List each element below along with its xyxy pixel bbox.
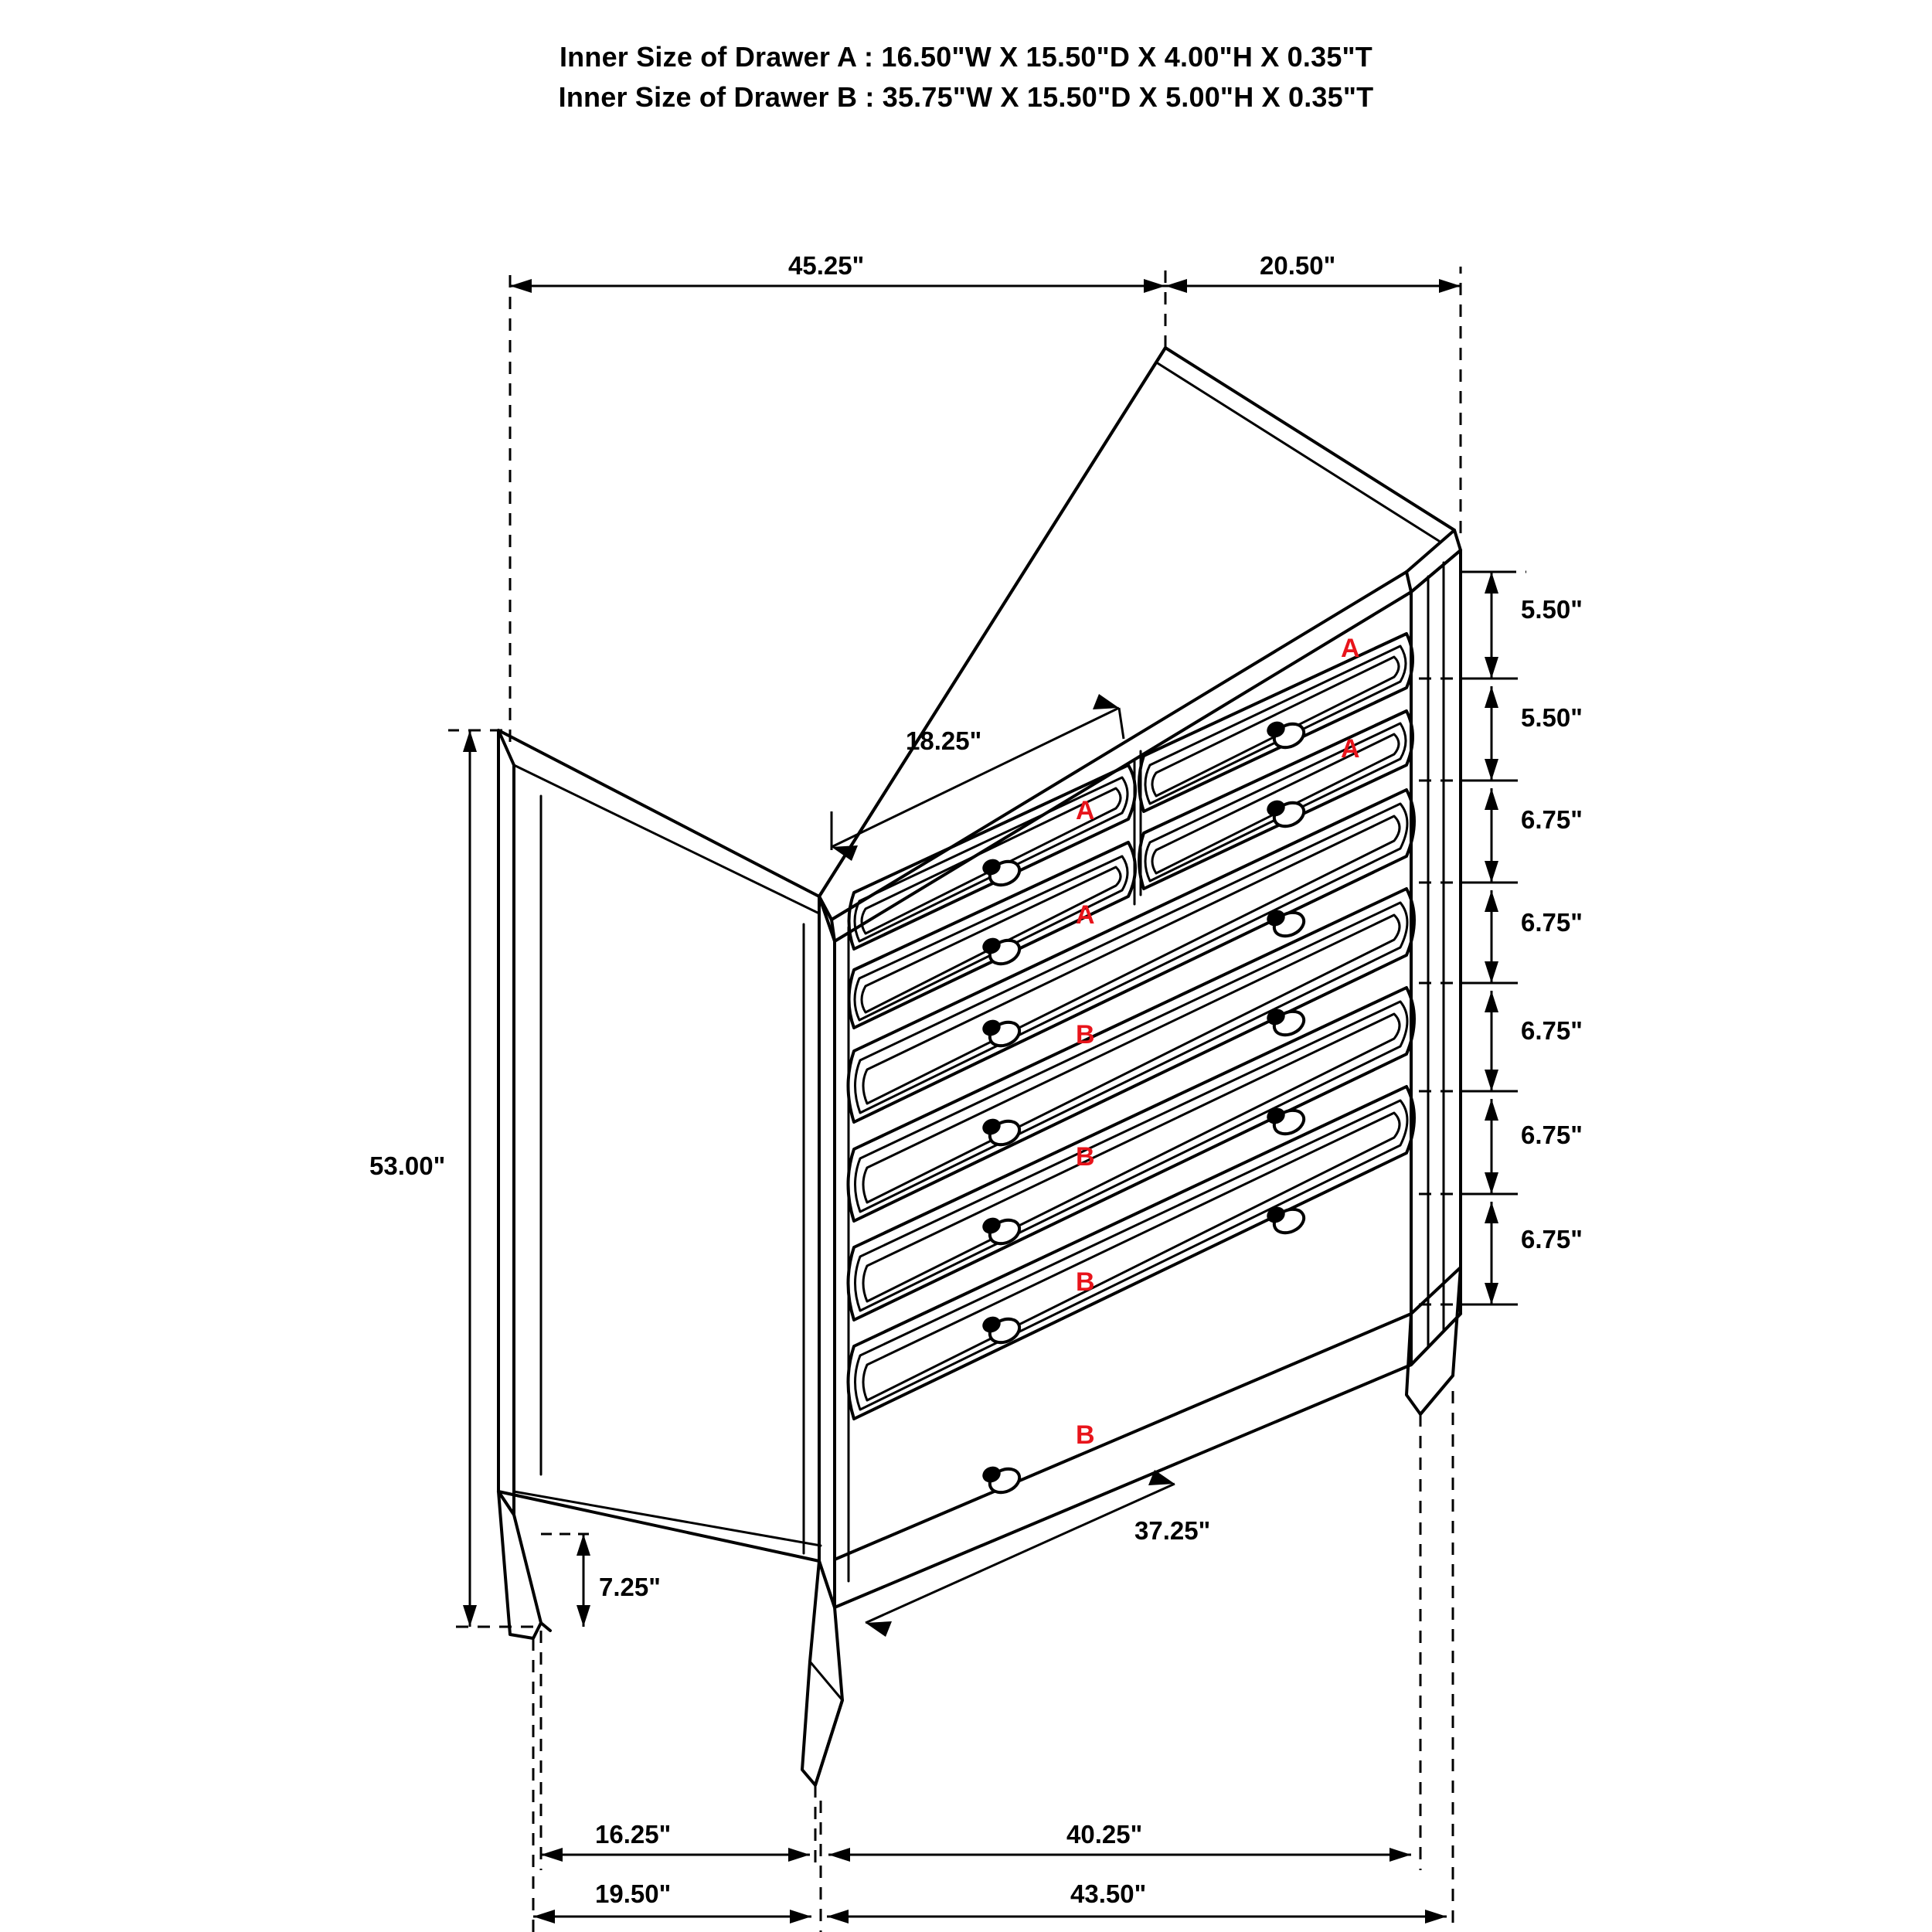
drawer-label-b-3: B — [1076, 1267, 1095, 1297]
dim-drawer-row-7: 6.75" — [1521, 1225, 1583, 1253]
dim-top-front-width: 45.25" — [788, 251, 865, 280]
knob — [1267, 908, 1308, 940]
drawer-label-a-1: A — [1341, 634, 1360, 663]
header-line-drawer-a: Inner Size of Drawer A : 16.50"W X 15.50"D X 4.00"H X 0.35"T — [559, 41, 1372, 73]
dim-leg-height: 7.25" — [599, 1573, 661, 1601]
knob — [982, 1464, 1023, 1497]
drawer-label-a-3: A — [1076, 796, 1095, 825]
knob — [1267, 1205, 1308, 1237]
knob — [1267, 798, 1308, 831]
dim-drawer-front-width: 37.25" — [1134, 1516, 1211, 1545]
dim-front-width-outer: 43.50" — [1070, 1879, 1147, 1908]
dim-drawer-row-5: 6.75" — [1521, 1016, 1583, 1045]
knob — [1267, 1007, 1308, 1039]
dim-drawer-row-6: 6.75" — [1521, 1121, 1583, 1149]
header-line-drawer-b: Inner Size of Drawer B : 35.75"W X 15.50"D X 5.00"H X 0.35"T — [558, 81, 1374, 114]
dim-top-side-width: 20.50" — [1260, 251, 1336, 280]
dim-top-inner-depth: 18.25" — [906, 726, 982, 755]
dim-front-width-inner: 40.25" — [1066, 1820, 1143, 1849]
drawer-label-a-2: A — [1341, 734, 1360, 764]
dim-overall-height: 53.00" — [369, 1151, 446, 1180]
drawer-label-b-2: B — [1076, 1142, 1095, 1172]
dim-drawer-row-4: 6.75" — [1521, 908, 1583, 937]
knob — [1267, 1106, 1308, 1138]
dim-drawer-row-2: 5.50" — [1521, 703, 1583, 732]
drawer-label-b-4: B — [1076, 1420, 1095, 1450]
dim-side-depth-outer: 19.50" — [595, 1879, 672, 1908]
dim-drawer-row-1: 5.50" — [1521, 595, 1583, 624]
drawer-label-a-4: A — [1076, 900, 1095, 930]
dim-side-depth-inner: 16.25" — [595, 1820, 672, 1849]
drawer-label-b-1: B — [1076, 1020, 1095, 1049]
dim-drawer-row-3: 6.75" — [1521, 805, 1583, 834]
